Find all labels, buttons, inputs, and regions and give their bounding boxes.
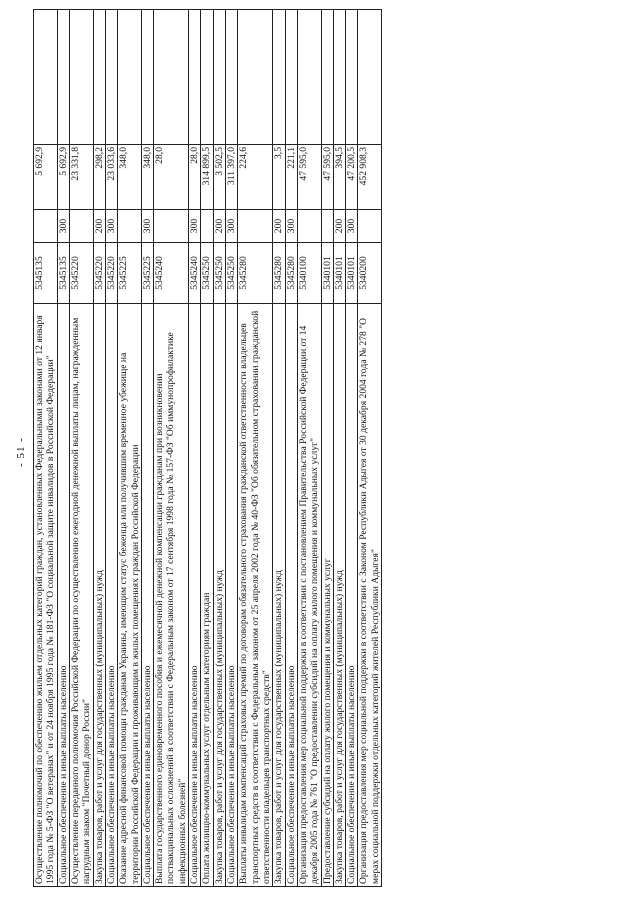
row-code-cell: 5340200 bbox=[358, 243, 382, 304]
row-name-cell: Закупка товаров, работ и услуг для государственных (муниципальных) нужд bbox=[333, 304, 345, 887]
table-row bbox=[273, 10, 285, 887]
row-empty-cell bbox=[154, 10, 189, 145]
table-row bbox=[321, 10, 333, 887]
row-empty-cell bbox=[358, 10, 382, 145]
row-name-cell: Социальное обеспечение и иные выплаты населению bbox=[226, 304, 238, 887]
row-empty-cell bbox=[201, 10, 213, 145]
row-expense-type-cell bbox=[238, 210, 273, 243]
row-expense-type-cell: 300 bbox=[189, 210, 201, 243]
row-name-cell: Предоставление субсидий на оплату жилого помещения и коммунальных услуг bbox=[321, 304, 333, 887]
row-name-cell: Выплата государственного единовременного пособия и ежемесячной денежной компенсации гражданам при возникновении поствакцинальных осложнений в соответствии с Федеральным законом от 17 сентября 1998 года № 157-ФЗ "Об иммунопрофилактике инфекционных болезней" bbox=[154, 304, 189, 887]
row-expense-type-cell bbox=[297, 210, 321, 243]
table-row bbox=[189, 10, 201, 887]
table-row bbox=[297, 10, 321, 887]
table-row bbox=[285, 10, 297, 887]
row-expense-type-cell bbox=[201, 210, 213, 243]
row-empty-cell bbox=[285, 10, 297, 145]
row-code-cell: 5345225 bbox=[118, 243, 142, 304]
row-expense-type-cell: 200 bbox=[273, 210, 285, 243]
row-expense-type-cell bbox=[154, 210, 189, 243]
row-amount-cell: 28,0 bbox=[154, 145, 189, 210]
row-code-cell: 5345280 bbox=[238, 243, 273, 304]
row-code-cell: 5345225 bbox=[141, 243, 153, 304]
row-amount-cell: 3 502,5 bbox=[213, 145, 225, 210]
table-row bbox=[213, 10, 225, 887]
row-name-cell: Оплата жилищно-коммунальных услуг отдельным категориям граждан bbox=[201, 304, 213, 887]
table-row bbox=[57, 10, 69, 887]
row-empty-cell bbox=[238, 10, 273, 145]
row-code-cell: 5345280 bbox=[273, 243, 285, 304]
row-expense-type-cell: 300 bbox=[141, 210, 153, 243]
row-name-cell: Закупка товаров, работ и услуг для государственных (муниципальных) нужд bbox=[93, 304, 105, 887]
row-code-cell: 5345240 bbox=[154, 243, 189, 304]
row-expense-type-cell: 300 bbox=[226, 210, 238, 243]
row-code-cell: 5345220 bbox=[69, 243, 93, 304]
row-code-cell: 5345240 bbox=[189, 243, 201, 304]
row-empty-cell bbox=[333, 10, 345, 145]
row-name-cell: Организация предоставления мер социальной поддержки в соответствии с постановлением Правительства Российской Федерации от 14 декабря 2005 года № 761 "О предоставлении субсидий на оплату жилого помещения и коммунальных услуг" bbox=[297, 304, 321, 887]
row-name-cell: Организация предоставления мер социальной поддержки в соответствии с Законом Республики Адыгея от 30 декабря 2004 года № 278 "О мерах социальной поддержки отдельных категорий жителей Республики Адыгея" bbox=[358, 304, 382, 887]
row-amount-cell: 311 397,0 bbox=[226, 145, 238, 210]
row-code-cell: 5340101 bbox=[333, 243, 345, 304]
row-name-cell: Осуществление полномочий по обеспечению жильем отдельных категорий граждан, установленных Федеральными законами от 12 января 1995 года № 5-ФЗ "О ветеранах" и от 24 ноября 1995 года № 181-ФЗ "О социальной защите инвалидов в Российской Федерации" bbox=[34, 304, 58, 887]
table-row bbox=[201, 10, 213, 887]
rotated-content bbox=[15, 17, 625, 887]
row-code-cell: 5340100 bbox=[297, 243, 321, 304]
row-empty-cell bbox=[57, 10, 69, 145]
row-code-cell: 5345220 bbox=[93, 243, 105, 304]
row-expense-type-cell: 300 bbox=[346, 210, 358, 243]
row-expense-type-cell bbox=[321, 210, 333, 243]
row-name-cell: Закупка товаров, работ и услуг для государственных (муниципальных) нужд bbox=[273, 304, 285, 887]
row-expense-type-cell: 200 bbox=[93, 210, 105, 243]
row-name-cell: Социальное обеспечение и иные выплаты населению bbox=[105, 304, 117, 887]
row-amount-cell: 348,0 bbox=[141, 145, 153, 210]
row-code-cell: 5345135 bbox=[57, 243, 69, 304]
row-amount-cell: 5 692,9 bbox=[34, 145, 58, 210]
row-expense-type-cell: 300 bbox=[285, 210, 297, 243]
row-amount-cell: 314 899,5 bbox=[201, 145, 213, 210]
row-name-cell: Оказание адресной финансовой помощи гражданам Украины, имеющим статус беженца или получившим временное убежище на территории Российской Федерации и проживающим в жилых помещениях граждан Российской Федерации bbox=[118, 304, 142, 887]
row-empty-cell bbox=[297, 10, 321, 145]
row-name-cell: Социальное обеспечение и иные выплаты населению bbox=[285, 304, 297, 887]
row-name-cell: Закупка товаров, работ и услуг для государственных (муниципальных) нужд bbox=[213, 304, 225, 887]
table-row bbox=[238, 10, 273, 887]
table-row bbox=[34, 10, 58, 887]
row-amount-cell: 47 200,5 bbox=[346, 145, 358, 210]
table-row bbox=[69, 10, 93, 887]
row-empty-cell bbox=[346, 10, 358, 145]
row-code-cell: 5340101 bbox=[321, 243, 333, 304]
row-empty-cell bbox=[141, 10, 153, 145]
row-empty-cell bbox=[105, 10, 117, 145]
row-amount-cell: 3,5 bbox=[273, 145, 285, 210]
row-expense-type-cell: 200 bbox=[213, 210, 225, 243]
table-row bbox=[226, 10, 238, 887]
row-name-cell: Осуществление переданного полномочия Российской Федерации по осуществлению ежегодной денежной выплаты лицам, награжденным нагрудным знаком "Почетный донор России" bbox=[69, 304, 93, 887]
budget-table bbox=[33, 9, 382, 887]
row-amount-cell: 224,6 bbox=[238, 145, 273, 210]
row-code-cell: 5345280 bbox=[285, 243, 297, 304]
row-empty-cell bbox=[273, 10, 285, 145]
row-expense-type-cell bbox=[358, 210, 382, 243]
row-code-cell: 5345250 bbox=[226, 243, 238, 304]
table-row bbox=[93, 10, 105, 887]
row-amount-cell: 5 692,9 bbox=[57, 145, 69, 210]
row-amount-cell: 47 595,0 bbox=[297, 145, 321, 210]
row-expense-type-cell: 300 bbox=[57, 210, 69, 243]
row-amount-cell: 23 033,6 bbox=[105, 145, 117, 210]
row-amount-cell: 394,5 bbox=[333, 145, 345, 210]
row-amount-cell: 221,1 bbox=[285, 145, 297, 210]
row-empty-cell bbox=[34, 10, 58, 145]
row-amount-cell: 452 908,3 bbox=[358, 145, 382, 210]
row-name-cell: Социальное обеспечение и иные выплаты населению bbox=[141, 304, 153, 887]
row-empty-cell bbox=[226, 10, 238, 145]
row-amount-cell: 23 331,8 bbox=[69, 145, 93, 210]
row-code-cell: 5345250 bbox=[201, 243, 213, 304]
page-number: - 51 - bbox=[15, 437, 27, 467]
row-name-cell: Социальное обеспечение и иные выплаты населению bbox=[346, 304, 358, 887]
table-row bbox=[141, 10, 153, 887]
row-expense-type-cell bbox=[69, 210, 93, 243]
row-name-cell: Выплаты инвалидам компенсаций страховых премий по договорам обязательного страхования гражданской ответственности владельцев транспортных средств в соответствии с Федеральным законом от 25 апреля 2002 года № 40-ФЗ "Об обязательном страховании гражданской ответственности владельцев транспортных средств" bbox=[238, 304, 273, 887]
row-empty-cell bbox=[93, 10, 105, 145]
row-amount-cell: 298,2 bbox=[93, 145, 105, 210]
table-row bbox=[154, 10, 189, 887]
row-name-cell: Социальное обеспечение и иные выплаты населению bbox=[57, 304, 69, 887]
row-code-cell: 5345135 bbox=[34, 243, 58, 304]
row-empty-cell bbox=[213, 10, 225, 145]
row-code-cell: 5340101 bbox=[346, 243, 358, 304]
row-amount-cell: 348,0 bbox=[118, 145, 142, 210]
row-name-cell: Социальное обеспечение и иные выплаты населению bbox=[189, 304, 201, 887]
row-empty-cell bbox=[69, 10, 93, 145]
row-expense-type-cell: 300 bbox=[105, 210, 117, 243]
row-code-cell: 5345250 bbox=[213, 243, 225, 304]
row-expense-type-cell: 200 bbox=[333, 210, 345, 243]
table-row bbox=[105, 10, 117, 887]
row-expense-type-cell bbox=[34, 210, 58, 243]
table-row bbox=[333, 10, 345, 887]
row-code-cell: 5345220 bbox=[105, 243, 117, 304]
table-row bbox=[118, 10, 142, 887]
row-expense-type-cell bbox=[118, 210, 142, 243]
row-amount-cell: 28,0 bbox=[189, 145, 201, 210]
table-row bbox=[358, 10, 382, 887]
row-empty-cell bbox=[321, 10, 333, 145]
table-row bbox=[346, 10, 358, 887]
row-empty-cell bbox=[189, 10, 201, 145]
row-amount-cell: 47 595,0 bbox=[321, 145, 333, 210]
budget-table-body bbox=[34, 10, 382, 887]
row-empty-cell bbox=[118, 10, 142, 145]
